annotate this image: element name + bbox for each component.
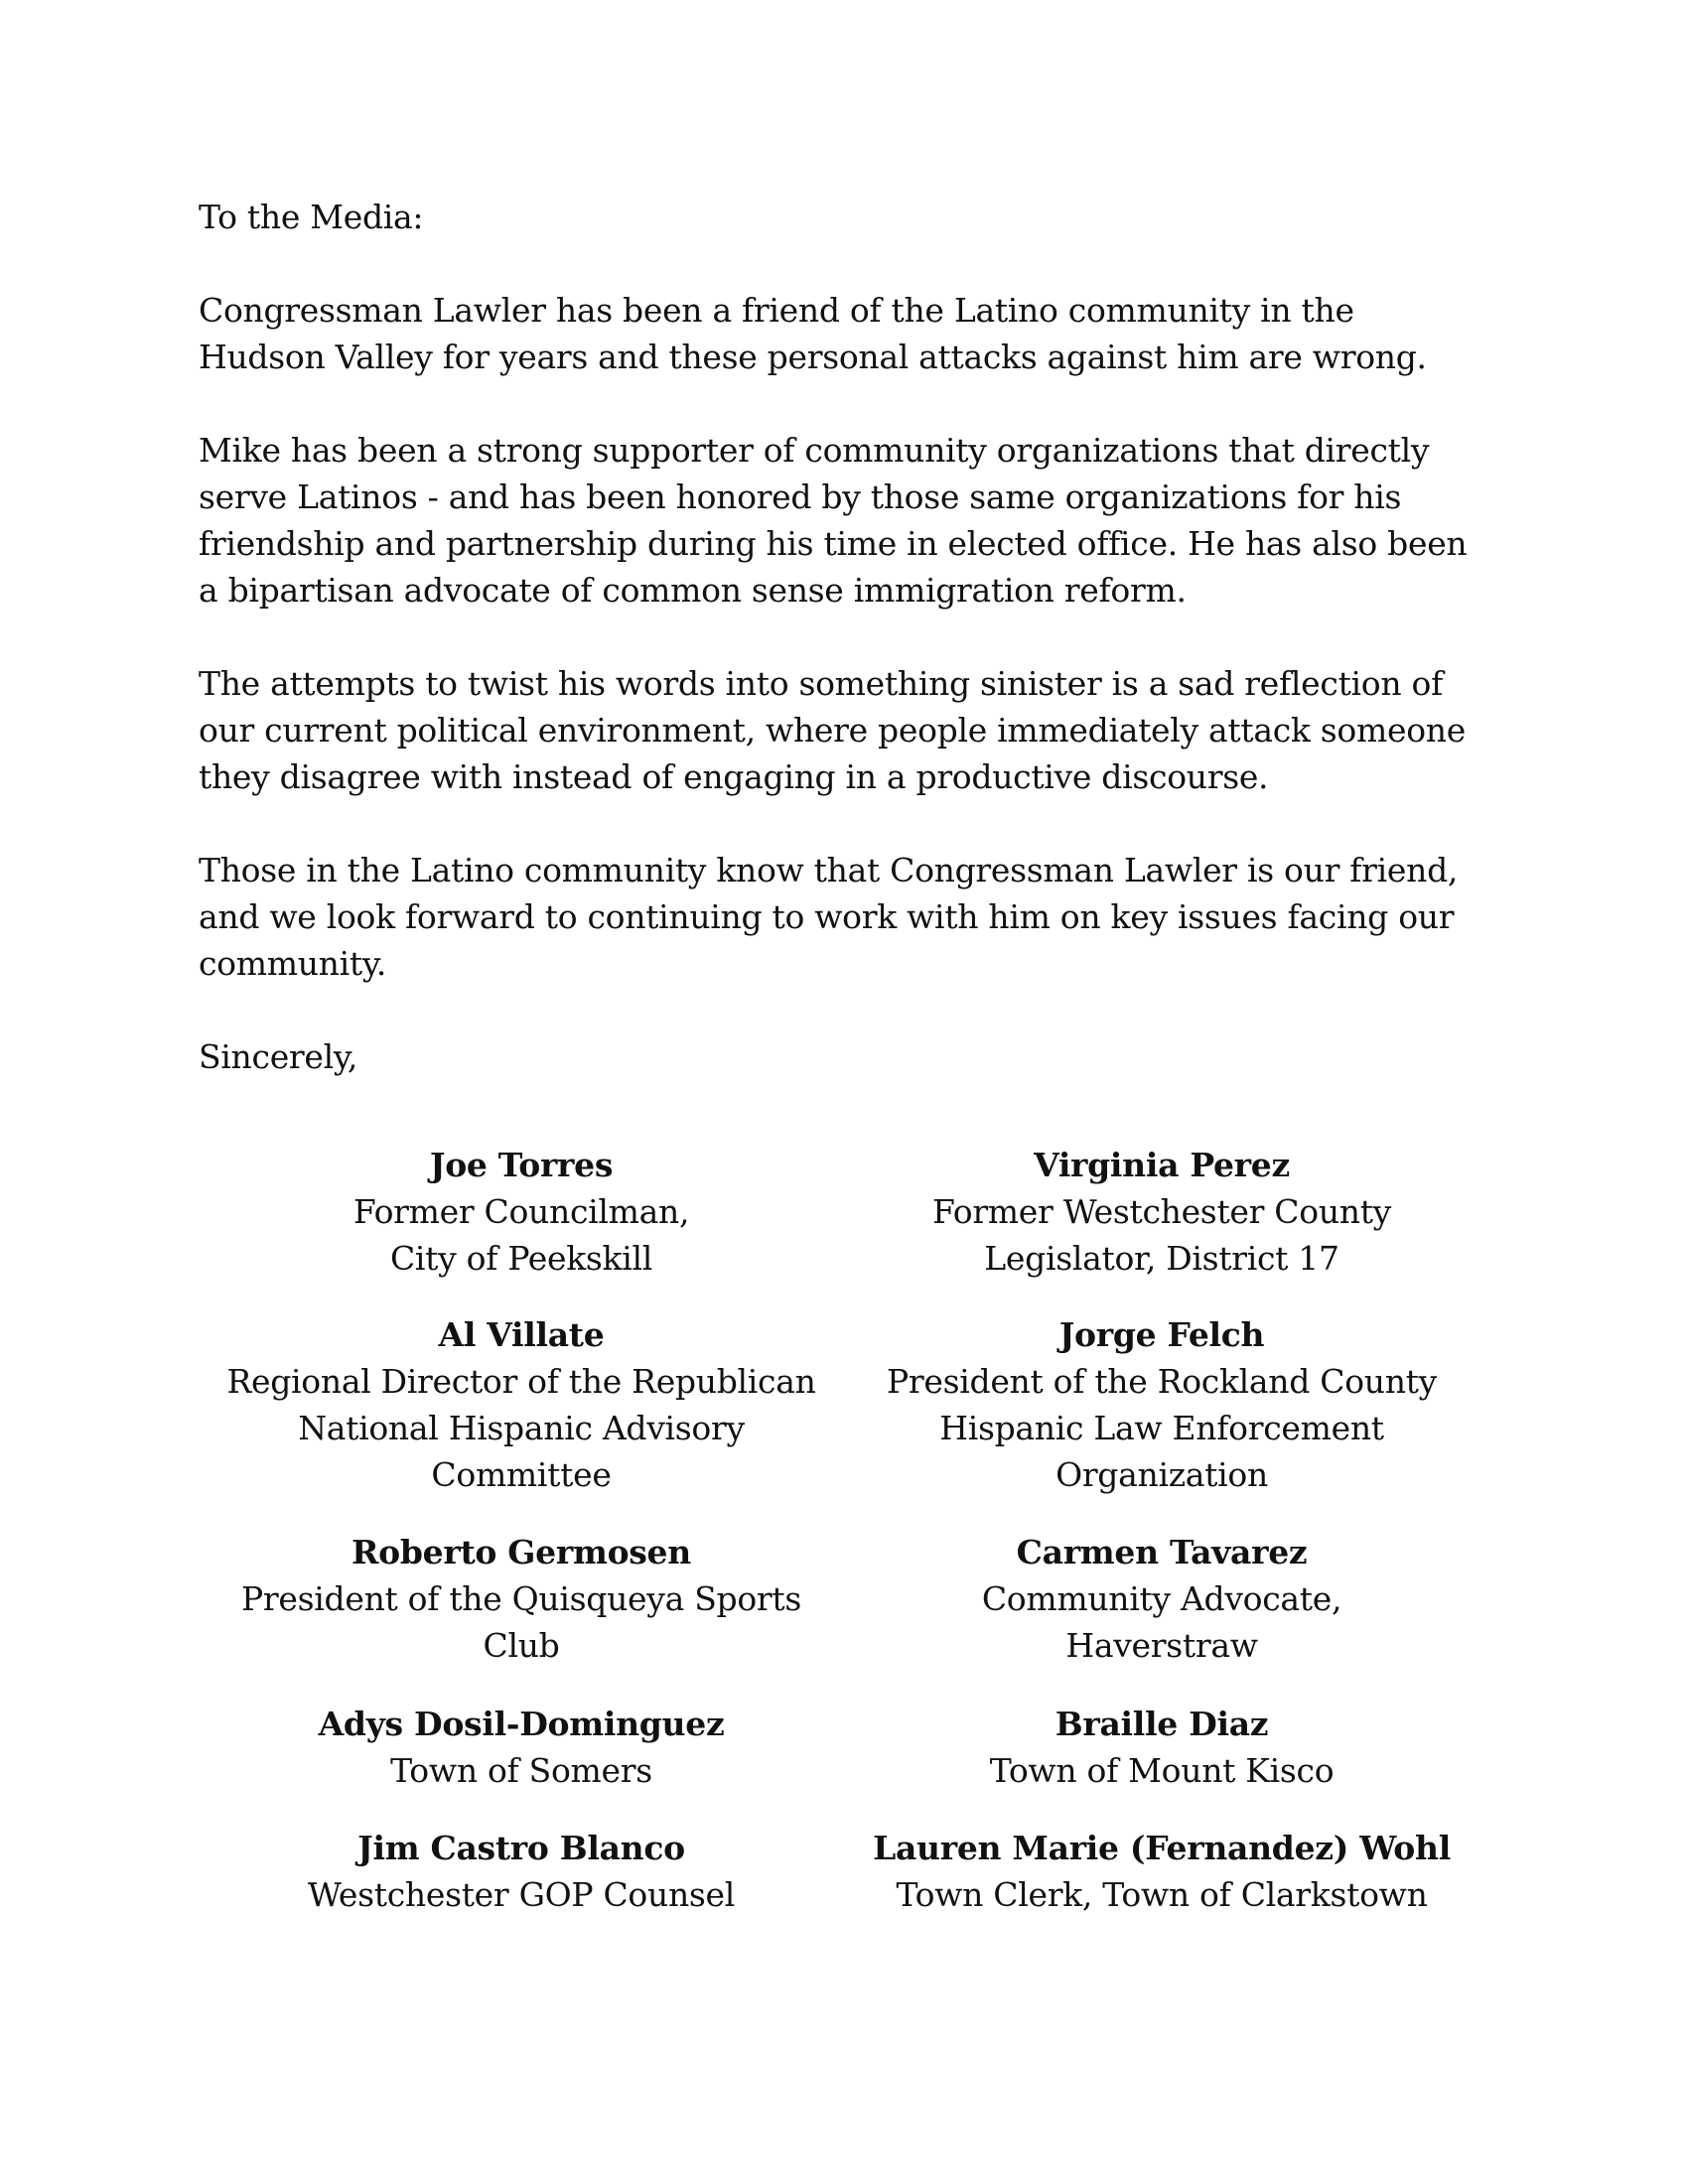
signatory-lauren-marie-fernandez-wohl [844, 1825, 1479, 1918]
signatory-name: Lauren Marie (Fernandez) Wohl [873, 1829, 1451, 1867]
signatory-title: Community Advocate, [981, 1579, 1342, 1618]
paragraph-4: Those in the Latino community know that Congressman Lawler is our friend, and we look forward to continuing to work with him on key issues facing our community. [199, 851, 1459, 983]
signatory-name: Jim Castro Blanco [357, 1829, 685, 1867]
signatory-name: Adys Dosil-Dominguez [318, 1705, 725, 1743]
signatory-name: Roberto Germosen [352, 1533, 691, 1571]
paragraph-2: Mike has been a strong supporter of community organizations that directly serve Latinos - and has been honored by those same organizations for his friendship and partnership during his time in elected office. He has also been a bipartisan advocate of common sense immigration reform. [199, 431, 1468, 610]
signatory-title: President of the Quisqueya Sports [241, 1579, 801, 1618]
signatory-title: Organization [1055, 1455, 1268, 1494]
signatory-title: Regional Director of the Republican [226, 1362, 816, 1401]
signatory-roberto-germosen [209, 1529, 834, 1669]
paragraph-1: Congressman Lawler has been a friend of the Latino community in the Hudson Valley for years and these personal attacks against him are wrong. [199, 291, 1427, 376]
signatory-title: Town of Somers [390, 1751, 652, 1790]
signatory-title: Club [483, 1626, 560, 1665]
signatory-virginia-perez [844, 1142, 1479, 1282]
letter-body [199, 194, 1489, 1080]
signatory-name: Carmen Tavarez [1016, 1533, 1308, 1571]
signatory-title: Committee [431, 1455, 612, 1494]
closing: Sincerely, [199, 1037, 358, 1076]
signatory-title: Legislator, District 17 [984, 1239, 1339, 1278]
paragraph-3: The attempts to twist his words into something sinister is a sad reflection of our current political environment, where people immediately attack someone they disagree with instead of engaging in a productive discourse. [199, 664, 1466, 796]
signatory-joe-torres [209, 1142, 834, 1282]
signatory-title: Haverstraw [1065, 1626, 1258, 1665]
signatory-title: Former Westchester County [931, 1192, 1392, 1231]
signatory-name: Joe Torres [429, 1146, 614, 1184]
salutation: To the Media: [199, 198, 424, 236]
signatory-title: Hispanic Law Enforcement [939, 1409, 1384, 1447]
signatory-jorge-felch [844, 1311, 1479, 1498]
signatory-name: Virginia Perez [1034, 1146, 1290, 1184]
signatory-al-villate [209, 1311, 834, 1498]
signatory-title: President of the Rockland County [887, 1362, 1437, 1401]
signatory-title: National Hispanic Advisory [298, 1409, 745, 1447]
signatory-title: Town of Mount Kisco [989, 1751, 1335, 1790]
signatory-title: Town Clerk, Town of Clarkstown [896, 1875, 1428, 1914]
signatory-name: Al Villate [438, 1315, 605, 1354]
signatory-adys-dosil-dominguez [209, 1701, 834, 1794]
signatory-carmen-tavarez [844, 1529, 1479, 1669]
signatory-jim-castro-blanco [209, 1825, 834, 1918]
signatory-title: Former Councilman, [352, 1192, 690, 1231]
signatory-braille-diaz [844, 1701, 1479, 1794]
signatory-title: City of Peekskill [389, 1239, 653, 1278]
signatory-name: Braille Diaz [1055, 1705, 1269, 1743]
signatory-title: Westchester GOP Counsel [307, 1875, 736, 1914]
signatory-name: Jorge Felch [1058, 1315, 1265, 1354]
